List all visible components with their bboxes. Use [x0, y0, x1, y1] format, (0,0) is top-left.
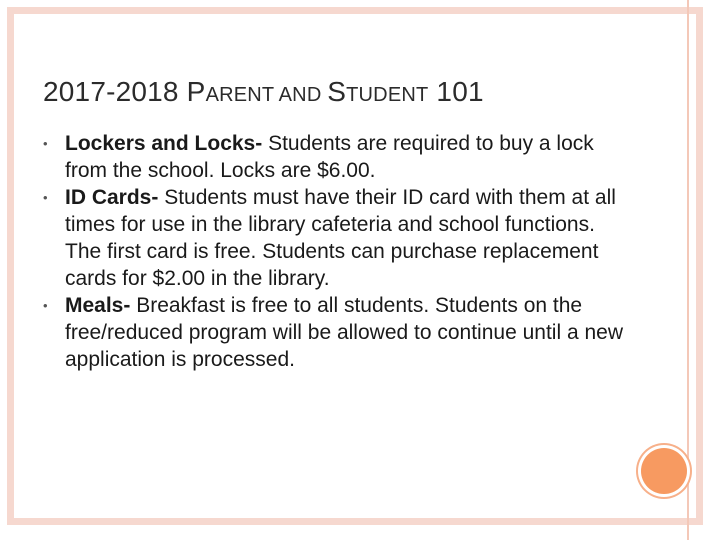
bullet-text: Students must have their ID card with them at all times for use in the library cafeteria and school functions. The first card is free. Students can purchase replacement cards for $2.00 in the library. [65, 186, 616, 290]
title-prefix: 2017-2018 P [43, 76, 206, 107]
title-word1-rest: ARENT AND [205, 84, 328, 106]
title-word2-first: S [327, 76, 347, 107]
bullet-list [43, 130, 623, 373]
bullet-term: Lockers and Locks- [65, 132, 263, 155]
title-word2-rest: TUDENT [346, 84, 429, 106]
bullet-item [43, 130, 623, 184]
decorative-vertical-line [687, 0, 689, 540]
bullet-dot: • [43, 190, 48, 205]
bullet-term: ID Cards- [65, 186, 159, 209]
bullet-item [43, 292, 623, 373]
bullet-dot: • [43, 298, 48, 313]
title-suffix: 101 [428, 76, 484, 107]
bullet-text: Students are required to buy a lock from the school. Locks are $6.00. [65, 132, 594, 182]
slide-title [43, 76, 484, 108]
decorative-circle [641, 448, 687, 494]
bullet-item [43, 184, 623, 292]
bullet-text: Breakfast is free to all students. Students on the free/reduced program will be allowed to continue until a new application is processed. [65, 294, 623, 371]
bullet-term: Meals- [65, 294, 131, 317]
bullet-dot: • [43, 136, 48, 151]
